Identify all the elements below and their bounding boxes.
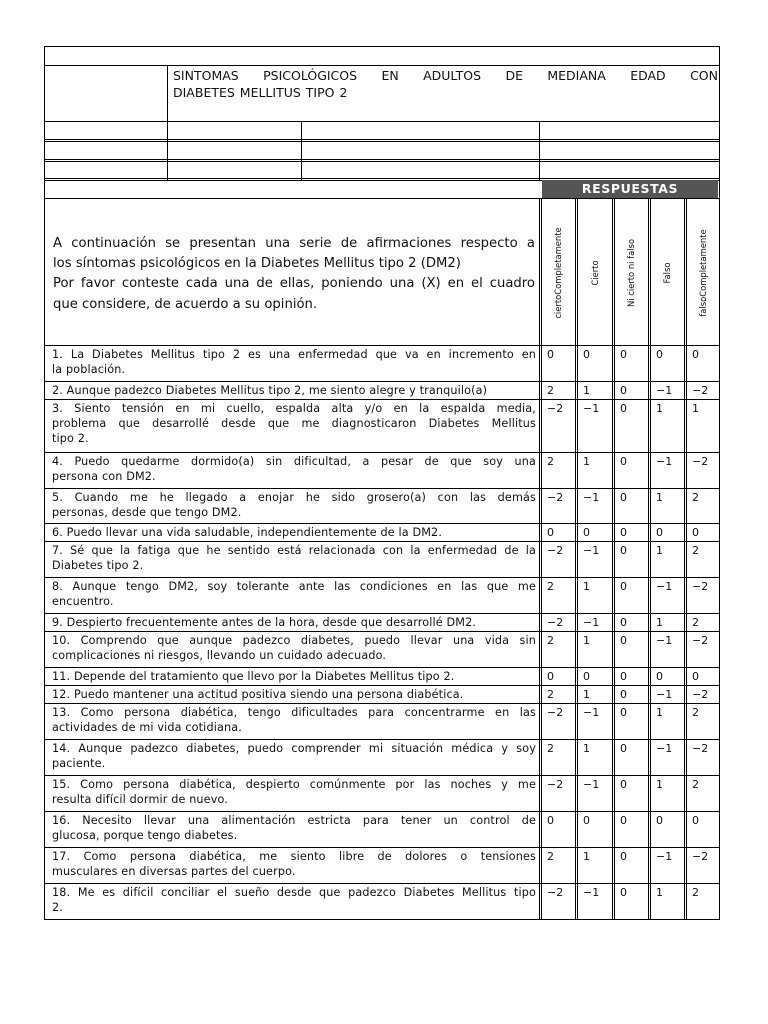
question-text	[52, 490, 536, 520]
question-line: 4. Puedo quedarme dormido(a) sin dificultad, a pesar de que soy una	[52, 455, 536, 468]
response-value: −2	[547, 616, 564, 629]
question-line: complicaciones ni riesgos, llevando un cuidado adecuado.	[52, 649, 387, 663]
row-divider	[45, 523, 719, 524]
question-line: 17. Como persona diabética, me siento libre de dolores o tensiones	[52, 850, 536, 863]
column-header-label: Falso	[662, 262, 672, 283]
response-value: 2	[547, 455, 554, 468]
response-value: 0	[547, 526, 554, 539]
question-line: Diabetes tipo 2.	[52, 559, 144, 573]
question-line: 1. La Diabetes Mellitus tipo 2 es una enfermedad que va en incremento en	[52, 348, 536, 361]
response-value: 1	[656, 706, 663, 719]
row-divider	[45, 577, 719, 578]
row-divider	[45, 883, 719, 884]
response-value: 1	[656, 544, 663, 557]
response-value: 0	[547, 814, 554, 827]
responses-header: RESPUESTAS	[542, 180, 718, 198]
response-value: 2	[692, 706, 699, 719]
response-value: 0	[620, 491, 627, 504]
response-value: 0	[620, 814, 627, 827]
row-divider	[45, 703, 719, 704]
question-text	[52, 347, 536, 377]
response-value: 0	[620, 544, 627, 557]
response-value: 0	[620, 778, 627, 791]
question-text	[52, 579, 536, 609]
question-line: 11. Depende del tratamiento que llevo por la Diabetes Mellitus tipo 2.	[52, 670, 455, 683]
response-value: −1	[656, 455, 673, 468]
row-divider	[45, 847, 719, 848]
response-value: −1	[656, 742, 673, 755]
grid-line	[167, 121, 168, 180]
response-value: 0	[620, 384, 627, 397]
question-text	[52, 525, 536, 540]
question-line: 6. Puedo llevar una vida saludable, independientemente de la DM2.	[52, 526, 443, 539]
response-value: −2	[547, 544, 564, 557]
column-header	[686, 200, 719, 345]
response-value: 0	[620, 526, 627, 539]
response-value: 0	[656, 670, 663, 683]
question-line: 15. Como persona diabética, despierto comúnmente por las noches y me	[52, 778, 536, 791]
question-line: glucosa, porque tengo diabetes.	[52, 829, 238, 843]
grid-line	[45, 139, 719, 140]
question-text	[52, 849, 536, 879]
response-value: 0	[583, 814, 590, 827]
question-text	[52, 543, 536, 573]
question-text	[52, 383, 536, 398]
response-value: 1	[583, 455, 590, 468]
response-value: 0	[620, 348, 627, 361]
response-value: −2	[692, 742, 709, 755]
response-value: 0	[620, 616, 627, 629]
question-line: personas, desde que tengo DM2.	[52, 506, 242, 520]
response-value: 0	[692, 670, 699, 683]
question-line: persona con DM2.	[52, 470, 156, 484]
response-value: −1	[656, 688, 673, 701]
row-divider	[45, 631, 719, 632]
grid-line	[45, 65, 719, 66]
column-header	[577, 200, 612, 345]
row-divider	[45, 811, 719, 812]
response-value: 0	[620, 742, 627, 755]
question-line: musculares en diversas partes del cuerpo.	[52, 865, 296, 879]
response-value: 2	[692, 491, 699, 504]
grid-line	[45, 198, 719, 199]
response-value: 0	[620, 580, 627, 593]
response-value: −1	[583, 544, 600, 557]
response-value: −1	[656, 634, 673, 647]
response-value: 0	[547, 670, 554, 683]
question-line: 18. Me es difícil conciliar el sueño desde que padezco Diabetes Mellitus tipo	[52, 886, 536, 899]
response-value: −2	[692, 384, 709, 397]
response-value: 0	[583, 670, 590, 683]
response-value: 0	[692, 348, 699, 361]
response-value: 1	[656, 778, 663, 791]
grid-line	[45, 121, 719, 122]
response-value: 2	[692, 886, 699, 899]
response-value: 1	[583, 742, 590, 755]
response-value: −2	[547, 706, 564, 719]
question-line: 8. Aunque tengo DM2, soy tolerante ante las condiciones en las que me	[52, 580, 536, 593]
question-text	[52, 687, 536, 702]
question-text	[52, 615, 536, 630]
response-value: −2	[692, 455, 709, 468]
response-value: −1	[583, 616, 600, 629]
question-line: 7. Sé que la fatiga que he sentido está relacionada con la enfermedad de la	[52, 544, 536, 557]
response-value: 0	[692, 814, 699, 827]
response-value: 0	[656, 348, 663, 361]
response-value: −1	[656, 580, 673, 593]
question-text	[52, 741, 536, 771]
question-text	[52, 885, 536, 915]
grid-line	[45, 178, 719, 179]
response-value: 2	[547, 580, 554, 593]
response-value: 0	[620, 455, 627, 468]
row-divider	[45, 488, 719, 489]
question-line: 16. Necesito llevar una alimentación estricta para tener un control de	[52, 814, 536, 827]
question-line: 5. Cuando me he llegado a enojar he sido grosero(a) con las demás	[52, 491, 536, 504]
question-line: tipo 2.	[52, 432, 89, 446]
response-value: 2	[692, 778, 699, 791]
question-line: 3. Siento tensión en mi cuello, espalda alta y/o en la espalda media,	[52, 402, 536, 415]
row-divider	[45, 667, 719, 668]
instructions: A continuación se presentan una serie de afirmaciones respecto a los síntomas psicológicos en la Diabetes Mellitus tipo 2 (DM2) Por favor conteste cada una de ellas, poniendo una (X) en el cuadro que considere, de acuerdo a su opinión.	[53, 236, 535, 312]
response-value: 2	[692, 544, 699, 557]
row-divider	[45, 739, 719, 740]
column-header	[614, 200, 648, 345]
response-value: 0	[583, 348, 590, 361]
question-line: 14. Aunque padezco diabetes, puedo comprender mi situación médica y soy	[52, 742, 536, 755]
response-value: 0	[583, 526, 590, 539]
response-value: −2	[547, 491, 564, 504]
response-value: 0	[656, 814, 663, 827]
response-value: −1	[583, 706, 600, 719]
row-divider	[45, 452, 719, 453]
response-value: −1	[583, 491, 600, 504]
response-value: 1	[583, 688, 590, 701]
response-value: −1	[656, 384, 673, 397]
column-header-label: falsoCompletamente	[697, 228, 708, 317]
column-header-label: Cierto	[589, 259, 600, 286]
column-header-label: ciertoCompletamente	[553, 226, 563, 319]
row-divider	[45, 399, 719, 400]
grid-line	[45, 159, 719, 160]
row-divider	[45, 685, 719, 686]
question-line: 13. Como persona diabética, tengo dificultades para concentrarme en las	[52, 706, 536, 719]
grid-line	[45, 345, 719, 346]
response-value: −2	[547, 886, 564, 899]
response-value: 1	[583, 850, 590, 863]
question-line: problema que desarrollé desde que me diagnosticaron Diabetes Mellitus	[52, 417, 536, 431]
grid-line	[167, 65, 168, 121]
question-text	[52, 705, 536, 735]
response-value: 2	[547, 634, 554, 647]
question-line: 10. Comprendo que aunque padezco diabetes, puedo llevar una vida sin	[52, 634, 536, 647]
response-value: −1	[583, 778, 600, 791]
response-value: −1	[583, 886, 600, 899]
response-value: 2	[547, 742, 554, 755]
question-line: la población.	[52, 363, 126, 377]
response-value: −2	[692, 850, 709, 863]
question-text	[52, 401, 536, 447]
response-value: 0	[620, 402, 627, 415]
response-value: −2	[692, 634, 709, 647]
column-header	[541, 200, 575, 345]
question-text	[52, 777, 536, 807]
row-divider	[45, 613, 719, 614]
response-value: −1	[656, 850, 673, 863]
response-value: 1	[692, 402, 699, 415]
response-value: 0	[692, 526, 699, 539]
question-line: 2.	[52, 901, 63, 915]
response-value: 1	[583, 580, 590, 593]
question-text	[52, 454, 536, 484]
response-value: 0	[620, 670, 627, 683]
question-line: encuentro.	[52, 595, 114, 609]
question-line: 2. Aunque padezco Diabetes Mellitus tipo 2, me siento alegre y tranquilo(a)	[52, 384, 488, 397]
response-value: −2	[692, 580, 709, 593]
question-line: paciente.	[52, 757, 106, 771]
response-value: 0	[620, 850, 627, 863]
response-value: −2	[547, 778, 564, 791]
row-divider	[45, 381, 719, 382]
response-value: −1	[583, 402, 600, 415]
response-value: 0	[656, 526, 663, 539]
grid-line	[45, 141, 719, 142]
questionnaire-table	[44, 46, 720, 920]
response-value: 2	[547, 688, 554, 701]
survey-title: SINTOMAS PSICOLÓGICOS EN ADULTOS DE MEDIANA EDAD CON DIABETES MELLITUS TIPO 2	[173, 68, 718, 100]
response-value: −2	[692, 688, 709, 701]
column-header	[650, 200, 684, 345]
question-text	[52, 813, 536, 843]
question-line: 12. Puedo mantener una actitud positiva siendo una persona diabética.	[52, 688, 464, 701]
response-value: 0	[620, 706, 627, 719]
response-value: 2	[692, 616, 699, 629]
response-value: 1	[656, 402, 663, 415]
column-header-label: Ni cierto ni falso	[626, 238, 636, 307]
question-text	[52, 669, 536, 684]
response-value: 0	[620, 688, 627, 701]
response-value: 0	[547, 348, 554, 361]
grid-line	[301, 121, 302, 180]
response-value: 0	[620, 634, 627, 647]
response-value: −2	[547, 402, 564, 415]
row-divider	[45, 541, 719, 542]
response-value: 2	[547, 384, 554, 397]
question-line: actividades de mi vida cotidiana.	[52, 721, 242, 735]
response-value: 0	[620, 886, 627, 899]
question-line: resulta difícil dormir de nuevo.	[52, 793, 228, 807]
response-value: 1	[656, 886, 663, 899]
response-value: 1	[583, 384, 590, 397]
row-divider	[45, 775, 719, 776]
question-line: 9. Despierto frecuentemente antes de la hora, desde que desarrollé DM2.	[52, 616, 477, 629]
grid-line	[539, 121, 540, 180]
response-value: 1	[656, 491, 663, 504]
grid-line	[45, 161, 719, 162]
response-value: 1	[583, 634, 590, 647]
question-text	[52, 633, 536, 663]
response-value: 2	[547, 850, 554, 863]
response-value: 1	[656, 616, 663, 629]
